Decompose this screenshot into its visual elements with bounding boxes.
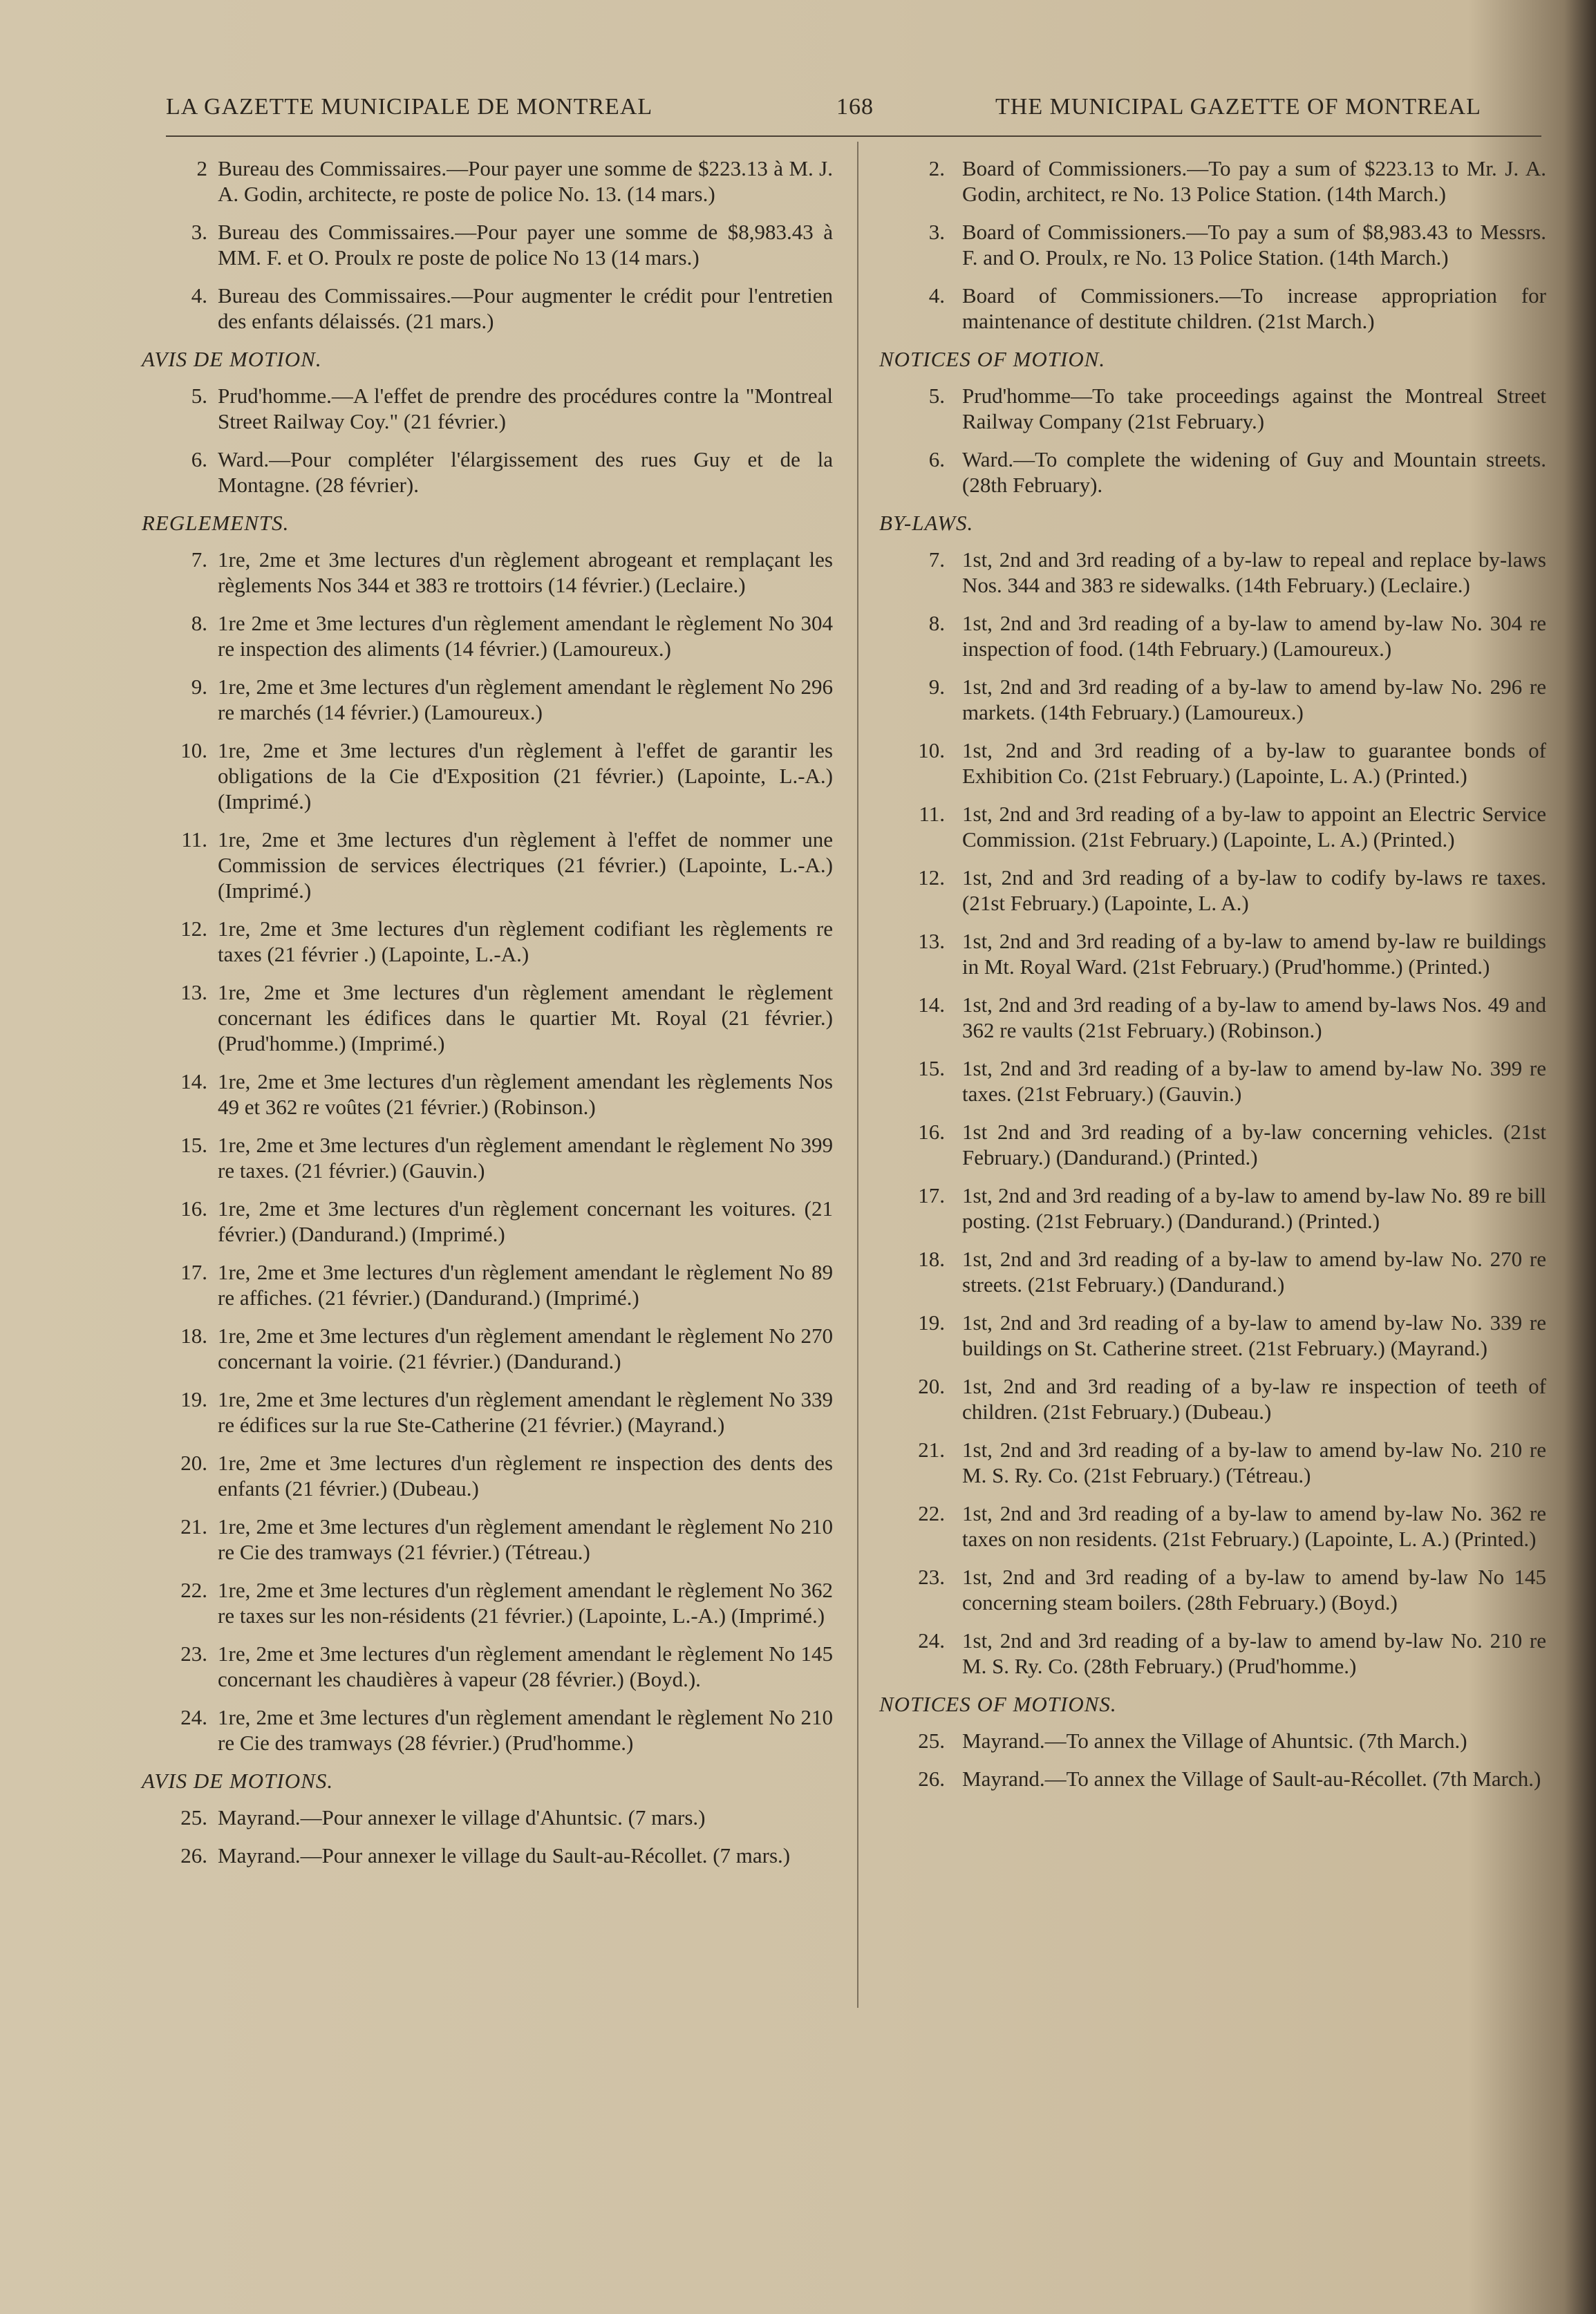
item-text: Mayrand.—To annex the Village of Sault-au-Récollet. (7th March.) [962,1767,1541,1791]
item-number: 7. [191,547,207,572]
english-agenda-item [879,1183,1546,1234]
item-number: 5. [191,384,207,408]
item-number: 4. [191,283,207,308]
item-number: 21. [918,1438,945,1462]
english-agenda-item [879,219,1546,270]
page-header [166,91,1548,133]
item-text: 1st, 2nd and 3rd reading of a by-law to amend by-law No. 304 re inspection of food. (14th February.) (Lamoureux.) [962,611,1546,661]
item-text: 1st, 2nd and 3rd reading of a by-law to amend by-law No. 399 re taxes. (21st February.) (Gauvin.) [962,1056,1546,1106]
item-text: 1st, 2nd and 3rd reading of a by-law to amend by-law re buildings in Mt. Royal Ward. (21st February.) (Prud'homme.) (Printed.) [962,929,1546,979]
english-agenda-item [879,1628,1546,1679]
item-text: 1re, 2me et 3me lectures d'un règlement amendant les règlements Nos 49 et 362 re voûtes (21 février.) (Robinson.) [218,1069,833,1119]
item-number: 12. [918,865,945,890]
french-agenda-item [138,446,833,498]
english-agenda-item [879,928,1546,979]
item-text: 1st, 2nd and 3rd reading of a by-law re inspection of teeth of children. (21st February.) (Dubeau.) [962,1374,1546,1424]
item-number: 10. [918,738,945,762]
french-agenda-item [138,156,833,207]
item-text: 1re, 2me et 3me lectures d'un règlement amendant le règlement No 145 concernant les chaudières à vapeur (28 février.) (Boyd.). [218,1642,833,1691]
item-number: 6. [928,447,945,471]
item-number: 13. [180,980,207,1004]
column-divider [857,142,858,2008]
english-agenda-item [879,383,1546,434]
item-text: Board of Commissioners.—To pay a sum of $223.13 to Mr. J. A. Godin, architect, re No. 13 Police Station. (14th March.) [962,156,1546,206]
item-number: 13. [918,929,945,953]
page-number: 168 [836,94,874,120]
item-number: 20. [918,1374,945,1398]
french-agenda-item [138,610,833,661]
item-text: 1re, 2me et 3me lectures d'un règlement re inspection des dents des enfants (21 février.) (Dubeau.) [218,1451,833,1501]
french-agenda-item [138,979,833,1056]
item-text: 1re, 2me et 3me lectures d'un règlement concernant les voitures. (21 février.) (Dandurand.) (Imprimé.) [218,1196,833,1246]
item-number: 25. [918,1729,945,1753]
item-text: Mayrand.—Pour annexer le village d'Ahuntsic. (7 mars.) [218,1805,706,1829]
french-agenda-item [138,1132,833,1183]
english-section-heading: BY-LAWS. [879,511,974,535]
english-agenda-item [879,1055,1546,1107]
item-number: 10. [180,738,207,762]
item-number: 8. [191,611,207,635]
item-number: 16. [180,1196,207,1221]
item-text: 1st, 2nd and 3rd reading of a by-law to codify by-laws re taxes. (21st February.) (Lapointe, L. A.) [962,865,1546,915]
item-text: 1st, 2nd and 3rd reading of a by-law to guarantee bonds of Exhibition Co. (21st February.) (Lapointe, L. A.) (Printed.) [962,738,1546,788]
french-agenda-item [138,1386,833,1438]
french-agenda-item [138,827,833,903]
item-number: 22. [918,1501,945,1525]
english-agenda-item [879,1564,1546,1615]
item-text: 1st, 2nd and 3rd reading of a by-law to amend by-law No 145 concerning steam boilers. (28th February.) (Boyd.) [962,1565,1546,1615]
item-number: 19. [918,1310,945,1335]
item-text: Board of Commissioners.—To pay a sum of $8,983.43 to Messrs. F. and O. Proulx, re No. 13 Police Station. (14th March.) [962,220,1546,270]
item-text: 1re, 2me et 3me lectures d'un règlement amendant le règlement No 362 re taxes sur les non-résidents (21 février.) (Lapointe, L.-A.) (Imprimé.) [218,1578,833,1628]
english-agenda-item [879,674,1546,725]
item-text: 1st, 2nd and 3rd reading of a by-law to amend by-law No. 89 re bill posting. (21st February.) (Dandurand.) (Printed.) [962,1183,1546,1233]
item-text: 1st, 2nd and 3rd reading of a by-law to amend by-law No. 210 re M. S. Ry. Co. (28th February.) (Prud'homme.) [962,1628,1546,1678]
item-number: 17. [180,1260,207,1284]
item-number: 3. [191,220,207,244]
french-agenda-item [138,1069,833,1120]
item-number: 6. [191,447,207,471]
item-text: 1re 2me et 3me lectures d'un règlement amendant le règlement No 304 re inspection des aliments (14 février.) (Lamoureux.) [218,611,833,661]
english-agenda-item [879,865,1546,916]
header-english-title: THE MUNICIPAL GAZETTE OF MONTREAL [995,94,1481,120]
french-agenda-item [138,1196,833,1247]
french-agenda-item [138,1641,833,1692]
item-number: 14. [180,1069,207,1093]
item-number: 11. [181,827,207,852]
english-agenda-item [879,1437,1546,1488]
item-number: 2 [196,156,207,180]
item-text: 1re, 2me et 3me lectures d'un règlement à l'effet de garantir les obligations de la Cie d'Exposition (21 février.) (Lapointe, L.-A.) (Imprimé.) [218,738,833,813]
item-number: 24. [180,1705,207,1729]
item-text: 1re, 2me et 3me lectures d'un règlement amendant le règlement No 296 re marchés (14 février.) (Lamoureux.) [218,675,833,724]
french-section-heading: REGLEMENTS. [142,511,290,535]
item-number: 18. [180,1324,207,1348]
item-number: 5. [928,384,945,408]
item-text: 1re, 2me et 3me lectures d'un règlement amendant le règlement No 89 re affiches. (21 février.) (Dandurand.) (Imprimé.) [218,1260,833,1310]
french-agenda-item [138,674,833,725]
english-agenda-item [879,992,1546,1043]
item-number: 18. [918,1247,945,1271]
french-section-heading: AVIS DE MOTIONS. [142,1769,334,1793]
item-number: 26. [918,1767,945,1791]
item-number: 15. [180,1133,207,1157]
item-text: 1st 2nd and 3rd reading of a by-law concerning vehicles. (21st February.) (Dandurand.) (Printed.) [962,1120,1546,1169]
english-agenda-item [879,737,1546,789]
english-section-heading: NOTICES OF MOTION. [879,347,1106,371]
english-agenda-item [879,1766,1546,1791]
french-agenda-item [138,547,833,598]
item-number: 22. [180,1578,207,1602]
french-agenda-item [138,1450,833,1501]
item-number: 25. [180,1805,207,1829]
french-agenda-item [138,1514,833,1565]
header-french-title: LA GAZETTE MUNICIPALE DE MONTREAL [166,94,653,120]
item-text: 1re, 2me et 3me lectures d'un règlement à l'effet de nommer une Commission de services électriques (21 février.) (Lapointe, L.-A.) (Imprimé.) [218,827,833,903]
item-text: Bureau des Commissaires.—Pour payer une somme de $223.13 à M. J. A. Godin, architecte, re poste de police No. 13. (14 mars.) [218,156,833,206]
english-agenda-item [879,446,1546,498]
item-text: Prud'homme—To take proceedings against the Montreal Street Railway Company (21st February.) [962,384,1546,433]
item-number: 26. [180,1843,207,1868]
french-agenda-item [138,1577,833,1628]
item-text: Ward.—Pour compléter l'élargissement des rues Guy et de la Montagne. (28 février). [218,447,833,497]
french-agenda-item [138,283,833,334]
item-text: 1st, 2nd and 3rd reading of a by-law to amend by-law No. 362 re taxes on non residents. (21st February.) (Lapointe, L. A.) (Printed.) [962,1501,1546,1551]
english-agenda-item [879,547,1546,598]
item-text: 1re, 2me et 3me lectures d'un règlement amendant le règlement No 399 re taxes. (21 février.) (Gauvin.) [218,1133,833,1183]
item-number: 9. [928,675,945,699]
french-agenda-item [138,737,833,814]
item-number: 14. [918,993,945,1017]
item-text: 1st, 2nd and 3rd reading of a by-law to amend by-law No. 210 re M. S. Ry. Co. (21st February.) (Tétreau.) [962,1438,1546,1487]
item-text: 1st, 2nd and 3rd reading of a by-law to repeal and replace by-laws Nos. 344 and 383 re sidewalks. (14th February.) (Leclaire.) [962,547,1546,597]
item-number: 4. [928,283,945,308]
item-number: 8. [928,611,945,635]
item-text: 1st, 2nd and 3rd reading of a by-law to amend by-law No. 296 re markets. (14th February.) (Lamoureux.) [962,675,1546,724]
french-agenda-item [138,1805,833,1830]
item-number: 3. [928,220,945,244]
item-text: 1re, 2me et 3me lectures d'un règlement amendant le règlement No 339 re édifices sur la rue Ste-Catherine (21 février.) (Mayrand.) [218,1387,833,1437]
item-text: 1st, 2nd and 3rd reading of a by-law to amend by-laws Nos. 49 and 362 re vaults (21st February.) (Robinson.) [962,993,1546,1042]
english-agenda-item [879,1310,1546,1361]
item-text: 1st, 2nd and 3rd reading of a by-law to appoint an Electric Service Commission. (21st February.) (Lapointe, L. A.) (Printed.) [962,802,1546,852]
english-agenda-item [879,1501,1546,1552]
item-number: 24. [918,1628,945,1653]
item-number: 12. [180,916,207,941]
item-text: 1re, 2me et 3me lectures d'un règlement codifiant les règlements re taxes (21 février .) (Lapointe, L.-A.) [218,916,833,966]
item-number: 11. [919,802,945,826]
item-text: Mayrand.—To annex the Village of Ahuntsic. (7th March.) [962,1729,1467,1753]
french-agenda-item [138,219,833,270]
english-agenda-item [879,610,1546,661]
item-text: 1re, 2me et 3me lectures d'un règlement amendant le règlement No 270 concernant la voirie. (21 février.) (Dandurand.) [218,1324,833,1373]
item-number: 20. [180,1451,207,1475]
english-agenda-item [879,283,1546,334]
item-number: 15. [918,1056,945,1080]
french-agenda-item [138,1259,833,1310]
item-text: Bureau des Commissaires.—Pour augmenter le crédit pour l'entretien des enfants délaissés. (21 mars.) [218,283,833,333]
english-agenda-item [879,156,1546,207]
english-agenda-item [879,1728,1546,1753]
item-number: 23. [918,1565,945,1589]
item-number: 7. [928,547,945,572]
item-text: Mayrand.—Pour annexer le village du Sault-au-Récollet. (7 mars.) [218,1843,791,1868]
english-agenda-item [879,1119,1546,1170]
english-agenda-item [879,1246,1546,1297]
item-number: 2. [928,156,945,180]
french-agenda-item [138,1704,833,1756]
item-text: 1re, 2me et 3me lectures d'un règlement abrogeant et remplaçant les règlements Nos 344 et 383 re trottoirs (14 février.) (Leclaire.) [218,547,833,597]
english-agenda-item [879,1373,1546,1424]
french-section-heading: AVIS DE MOTION. [142,347,322,371]
item-number: 19. [180,1387,207,1411]
english-section-heading: NOTICES OF MOTIONS. [879,1692,1117,1716]
item-text: Board of Commissioners.—To increase appropriation for maintenance of destitute children. (21st March.) [962,283,1546,333]
item-number: 9. [191,675,207,699]
french-agenda-item [138,1843,833,1868]
item-number: 16. [918,1120,945,1144]
item-text: Prud'homme.—A l'effet de prendre des procédures contre la "Montreal Street Railway Coy." (21 février.) [218,384,833,433]
item-text: 1re, 2me et 3me lectures d'un règlement amendant le règlement No 210 re Cie des tramways (21 février.) (Tétreau.) [218,1514,833,1564]
item-text: 1re, 2me et 3me lectures d'un règlement amendant le règlement No 210 re Cie des tramways (28 février.) (Prud'homme.) [218,1705,833,1755]
item-text: Bureau des Commissaires.—Pour payer une somme de $8,983.43 à MM. F. et O. Proulx re poste de police No 13 (14 mars.) [218,220,833,270]
french-agenda-item [138,1323,833,1374]
item-number: 23. [180,1642,207,1666]
french-column [138,156,833,1881]
item-number: 17. [918,1183,945,1207]
french-agenda-item [138,916,833,967]
english-column [879,156,1546,1804]
english-agenda-item [879,801,1546,852]
item-text: 1re, 2me et 3me lectures d'un règlement amendant le règlement concernant les édifices dans le quartier Mt. Royal (21 février.) (Prud'homme.) (Imprimé.) [218,980,833,1055]
header-rule [166,135,1541,137]
item-text: Ward.—To complete the widening of Guy and Mountain streets. (28th February). [962,447,1546,497]
item-text: 1st, 2nd and 3rd reading of a by-law to amend by-law No. 270 re streets. (21st February.) (Dandurand.) [962,1247,1546,1297]
french-agenda-item [138,383,833,434]
item-number: 21. [180,1514,207,1539]
item-text: 1st, 2nd and 3rd reading of a by-law to amend by-law No. 339 re buildings on St. Catherine street. (21st February.) (Mayrand.) [962,1310,1546,1360]
